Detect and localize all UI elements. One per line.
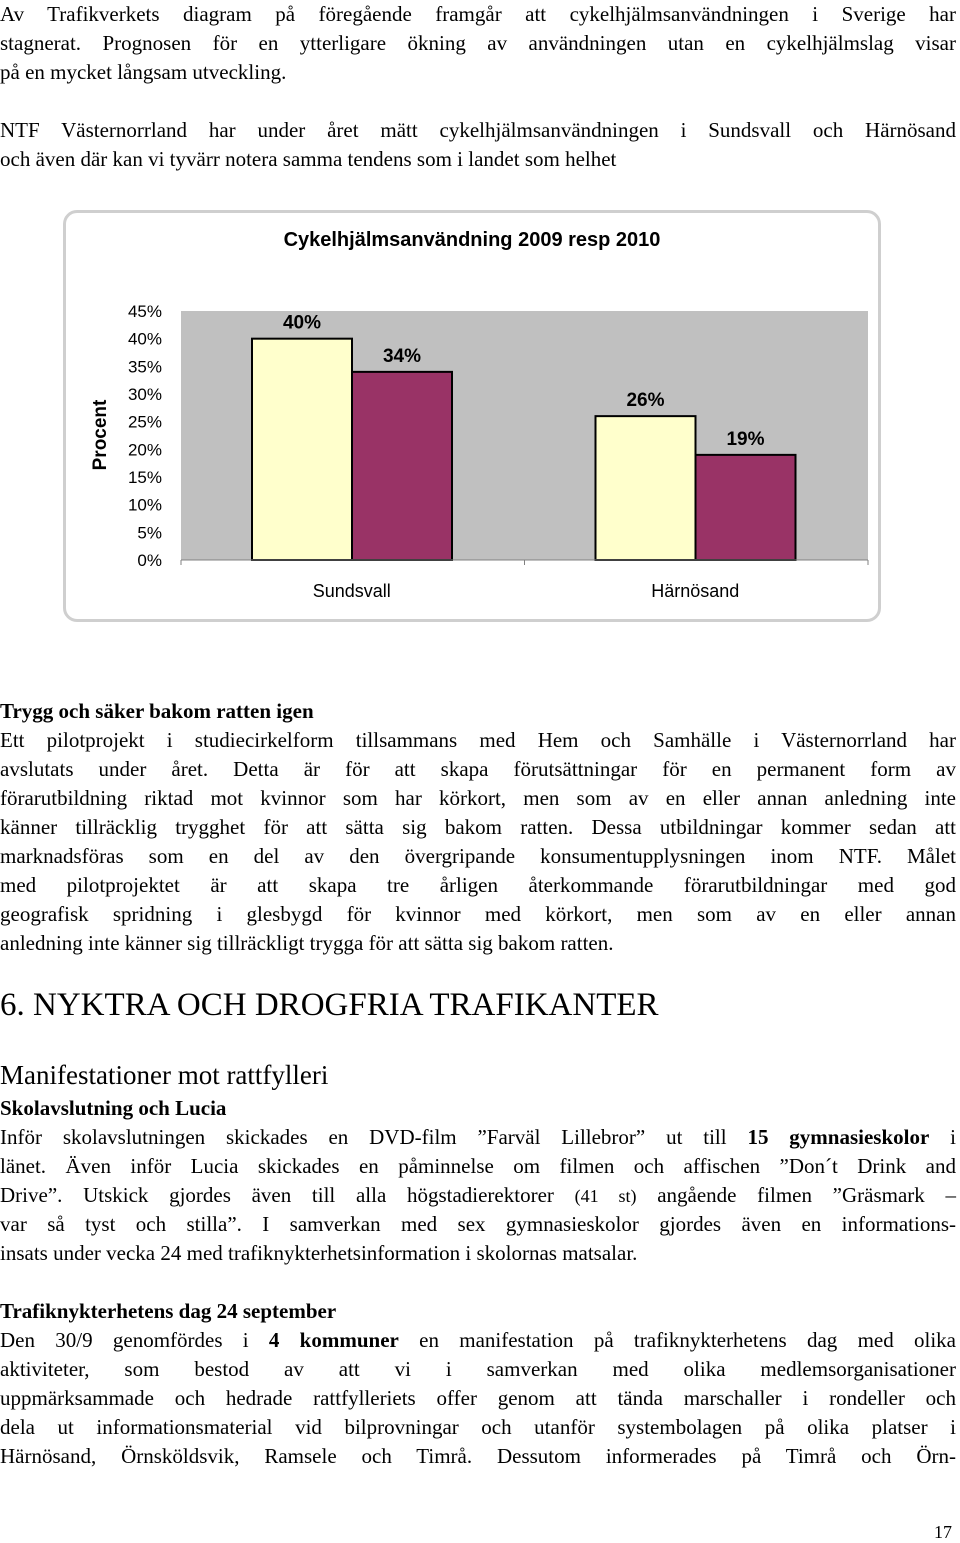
trygg-line-5: marknadsföras som en del av den övergripande konsumentupplysningen inom NTF. Målet <box>0 844 956 868</box>
skol-line-3-end: angående filmen ”Gräsmark – <box>636 1183 956 1207</box>
skol-line-5: insats under vecka 24 med trafiknykterhetsinformation i skolornas matsalar. <box>0 1241 638 1265</box>
data-label: 40% <box>282 312 322 334</box>
y-tick-label: 15% <box>127 468 162 487</box>
x-tick-label: Härnösand <box>651 581 740 601</box>
ntf-line-2: och även där kan vi tyvärr notera samma tendens som i landet som helhet <box>0 147 617 171</box>
skol-gymnasieskolor: 15 gymnasieskolor <box>747 1125 930 1149</box>
ntf-line-1: NTF Västernorrland har under året mätt cykelhjälmsanvändningen i Sundsvall och Härnösand <box>0 118 956 142</box>
data-label: 26% <box>626 390 665 412</box>
skol-line-3 <box>0 1181 956 1211</box>
trygg-line-1: Ett pilotprojekt i studiecirkelform tillsammans med Hem och Samhälle i Västernorrland har <box>0 728 956 752</box>
data-label: 19% <box>726 428 765 450</box>
skol-line-3-text: Drive”. Utskick gjordes även till alla högstadierektorer <box>0 1183 575 1207</box>
chart-title: Cykelhjälmsanvändning 2009 resp 2010 <box>283 229 661 251</box>
trygg-line-4: känner tillräcklig trygghet för att sätta sig bakom ratten. Dessa utbildningar kommer sedan att <box>0 815 956 839</box>
y-tick-label: 40% <box>127 329 162 349</box>
skol-line-1-end: i <box>929 1125 956 1149</box>
dag-line-1-text: Den 30/9 genomfördes i <box>0 1328 269 1352</box>
dag-line-1-end: en manifestation på trafiknykterhetens dag med olika <box>398 1328 956 1352</box>
skol-rektorer-count: (41 st) <box>574 1186 637 1206</box>
bar-chart <box>66 213 878 619</box>
dag-line-3: uppmärksammade och hedrade rattfylleriets offer genom att tända marschaller i rondeller och <box>0 1386 956 1410</box>
chart-frame <box>63 210 881 622</box>
skol-line-2: länet. Även inför Lucia skickades en påminnelse om filmen och affischen ”Don´t Drink and <box>0 1154 956 1178</box>
skol-line-1-text: Inför skolavslutningen skickades en DVD-film ”Farväl Lillebror” ut till <box>0 1125 748 1149</box>
trygg-line-3: förarutbildning riktad mot kvinnor som har körkort, men som av en eller annan anledning inte <box>0 786 956 810</box>
skol-line-1 <box>0 1123 956 1152</box>
dag-line-4: dela ut informationsmaterial vid bilprovningar och utanför systembolagen på olika platser i <box>0 1415 956 1439</box>
manifestationer-title: Manifestationer mot rattfylleri <box>0 1060 329 1090</box>
x-tick-label: Sundsvall <box>312 581 391 601</box>
dag-heading: Trafiknykterhetens dag 24 september <box>0 1299 337 1323</box>
y-tick-label: 10% <box>127 495 162 515</box>
dag-kommuner: 4 kommuner <box>268 1328 399 1352</box>
skol-heading: Skolavslutning och Lucia <box>0 1096 227 1120</box>
bar-2010-sundsvall <box>352 372 452 560</box>
page-number: 17 <box>934 1522 952 1542</box>
intro-line-3: på en mycket långsam utveckling. <box>0 60 287 84</box>
bar-2009-härnösand <box>596 416 696 560</box>
trygg-line-2: avslutats under året. Detta är för att skapa förutsättningar för en permanent form av <box>0 757 956 781</box>
trygg-line-7: geografisk spridning i glesbygd för kvinnor med körkort, men som av en eller annan <box>0 902 956 926</box>
y-tick-label: 25% <box>127 412 162 432</box>
dag-line-2: aktiviteter, som bestod av att vi i samverkan med olika medlemsorganisationer <box>0 1357 956 1381</box>
y-tick-label: 0% <box>137 551 162 570</box>
data-label: 34% <box>382 345 422 367</box>
dag-line-5: Härnösand, Örnsköldsvik, Ramsele och Timrå. Dessutom informerades på Timrå och Örn- <box>0 1444 956 1468</box>
skol-line-4: var så tyst och stilla”. I samverkan med sex gymnasieskolor gjordes även en informations- <box>0 1212 956 1236</box>
y-tick-label: 20% <box>127 440 162 460</box>
bar-2010-härnösand <box>696 455 796 560</box>
trygg-heading: Trygg och säker bakom ratten igen <box>0 699 314 723</box>
y-axis-label: Procent <box>90 399 111 471</box>
trygg-line-6: med pilotprojektet är att skapa tre årligen återkommande förarutbildningar med god <box>0 873 956 897</box>
y-tick-label: 35% <box>127 357 162 377</box>
y-tick-label: 30% <box>127 385 162 404</box>
section-6-title: 6. NYKTRA OCH DROGFRIA TRAFIKANTER <box>0 987 659 1023</box>
intro-line-2: stagnerat. Prognosen för en ytterligare ökning av användningen utan en cykelhjälmslag visar <box>0 31 956 55</box>
y-tick-label: 45% <box>127 302 162 321</box>
intro-line-1: Av Trafikverkets diagram på föregående framgår att cykelhjälmsanvändningen i Sverige har <box>0 2 956 26</box>
trygg-line-8: anledning inte känner sig tillräckligt trygga för att sätta sig bakom ratten. <box>0 931 614 955</box>
y-tick-label: 5% <box>137 523 162 543</box>
dag-line-1 <box>0 1326 956 1355</box>
bar-2009-sundsvall <box>252 339 352 560</box>
